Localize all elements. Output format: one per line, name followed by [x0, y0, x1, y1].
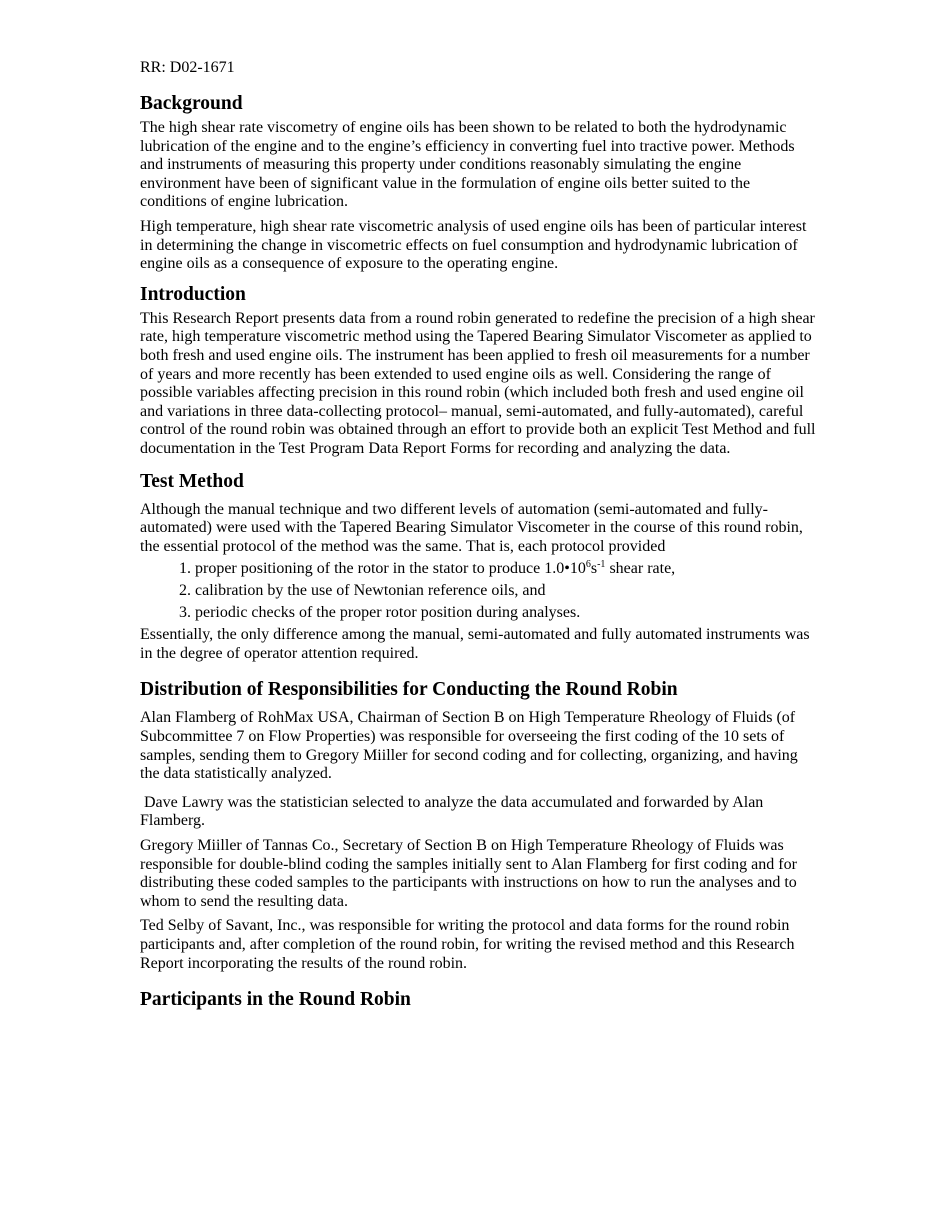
background-paragraph-1: The high shear rate viscometry of engine oils has been shown to be related to both the hydrodynamic lubrication of the engine and to the engine’s efficiency in converting fuel into tractive power. Methods and instruments of measuring this property under conditions reasonably simulating the engine environment have been of significant value in the formulation of engine oils better suited to the conditions of engine lubrication. [140, 119, 795, 211]
test-method-outro: Essentially, the only difference among the manual, semi-automated and fully automated instruments was in the degree of operator attention required. [140, 626, 810, 662]
test-method-section [140, 471, 820, 664]
unit-text: s [590, 560, 598, 578]
test-method-heading: Test Method [140, 470, 244, 492]
distribution-paragraph-4: Ted Selby of Savant, Inc., was responsible for writing the protocol and data forms for the round robin participants and, after completion of the round robin, for writing the revised method and this Research Report incorporating the results of the round robin. [140, 917, 795, 972]
participants-heading: Participants in the Round Robin [140, 989, 411, 1011]
distribution-paragraph-3: Gregory Miiller of Tannas Co., Secretary of Section B on High Temperature Rheology of Fluids was responsible for double-blind coding the samples initially sent to Alan Flamberg for first coding and for distributing these coded samples to the participants with instructions on how to run the analyses and to whom to send the resulting data. [140, 837, 797, 910]
list-item: 3. periodic checks of the proper rotor position during analyses. [195, 602, 820, 624]
distribution-section [140, 679, 820, 973]
distribution-paragraph-2: Dave Lawry was the statistician selected to analyze the data accumulated and forwarded by Alan Flamberg. [140, 793, 768, 830]
list-item: 2. calibration by the use of Newtonian reference oils, and [195, 580, 820, 602]
list-item-text: shear rate, [605, 560, 676, 578]
report-number: RR: D02-1671 [140, 59, 235, 76]
protocol-list [140, 558, 820, 624]
list-item [195, 558, 820, 580]
distribution-heading: Distribution of Responsibilities for Conducting the Round Robin [140, 679, 678, 701]
background-section [140, 93, 820, 274]
background-paragraph-2: High temperature, high shear rate viscometric analysis of used engine oils has been of particular interest in determining the change in viscometric effects on fuel consumption and hydrodynamic lubrication of engine oils as a consequence of exposure to the operating engine. [140, 217, 807, 273]
introduction-paragraph: This Research Report presents data from a round robin generated to redefine the precision of a high shear rate, high temperature viscometric method using the Tapered Bearing Simulator Viscometer as applied to both fresh and used engine oils. The instrument has been applied to fresh oil measurements for a number of years and more recently has been extended to used engine oils as well. Considering the range of possible variables affecting precision in this round robin (which included both fresh and used engine oil and variations in three data-collecting protocol– manual, semi-automated, and fully-automated), careful control of the round robin was obtained through an effort to provide both an explicit Test Method and full documentation in the Test Program Data Report Forms for recording and analyzing the data. [140, 309, 816, 457]
list-item-text: proper positioning of the rotor in the stator to produce 1.0•10 [195, 560, 586, 578]
introduction-section [140, 284, 820, 459]
background-heading: Background [140, 93, 243, 114]
exponent: -1 [597, 559, 606, 571]
document-page [140, 58, 820, 1015]
introduction-heading: Introduction [140, 283, 246, 305]
participants-section [140, 989, 820, 1011]
exponent: 6 [585, 559, 591, 571]
test-method-intro: Although the manual technique and two different levels of automation (semi-automated and fully-automated) were used with the Tapered Bearing Simulator Viscometer in the course of this round robin, the essential protocol of the method was the same. That is, each protocol provided [140, 500, 803, 555]
distribution-paragraph-1: Alan Flamberg of RohMax USA, Chairman of Section B on High Temperature Rheology of Fluids (of Subcommittee 7 on Flow Properties) was responsible for overseeing the first coding of the 10 sets of samples, sending them to Gregory Miiller for second coding and for collecting, organizing, and having the data statistically analyzed. [140, 709, 798, 783]
